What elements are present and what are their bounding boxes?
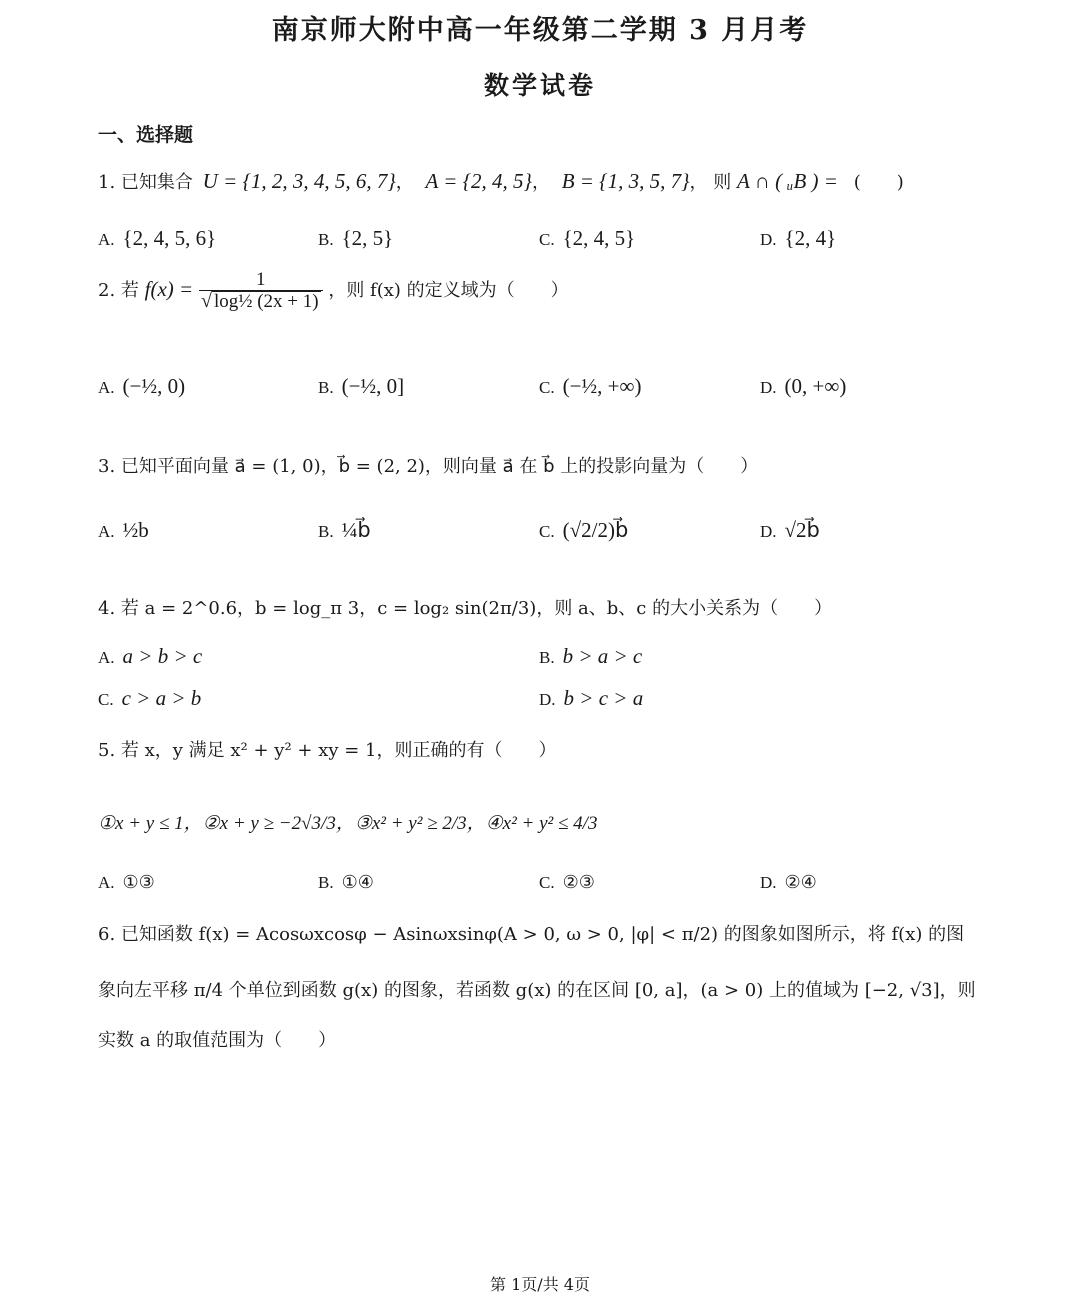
exam-subtitle: 数学试卷: [483, 71, 596, 100]
question-text: 若 x，y 满足 x² + y² + xy = 1，则正确的有（ ）: [120, 740, 557, 761]
set-u: U = {1, 2, 3, 4, 5, 6, 7}: [202, 169, 396, 193]
question-text: 已知平面向量 a⃗ = (1, 0)，b⃗ = (2, 2)，则向量 a⃗ 在 b⃗ 上的投影向量为（ ）: [120, 456, 759, 477]
option-b: B. ①④: [318, 872, 374, 893]
question-6-line-3: 实数 a 的取值范围为（ ）: [98, 1030, 337, 1051]
question-2-stem: [98, 270, 569, 312]
question-text: 若 a = 2^0.6，b = log_π 3，c = log₂ sin(2π/3)，则 a、b、c 的大小关系为（ ）: [120, 598, 833, 619]
question-6-line-2: 象向左平移 π/4 个单位到函数 g(x) 的图象，若函数 g(x) 的在区间 [0, a]，(a > 0) 上的值域为 [−2, √3]，则: [98, 980, 976, 1001]
question-number: 5.: [98, 740, 116, 761]
question-number: 3.: [98, 456, 116, 477]
option-d: D. √2b⃗: [760, 518, 820, 542]
option-c: C. (√2/2)b⃗: [539, 518, 629, 542]
option-d: D. ②④: [760, 872, 817, 893]
option-c: C. (−½, +∞): [539, 374, 642, 398]
question-text: 则: [713, 172, 732, 193]
question-number: 2.: [98, 279, 116, 301]
function-name: f(x) =: [144, 276, 194, 301]
set-a: A = {2, 4, 5}: [425, 169, 532, 193]
fraction-denominator: log½ (2x + 1): [213, 290, 319, 312]
option-a: A. (−½, 0): [98, 374, 186, 398]
option-c: C. ②③: [539, 872, 595, 893]
option-b: B. b > a > c: [539, 644, 643, 668]
question-text: ，则 f(x) 的定义域为（ ）: [328, 279, 569, 301]
question-text: 已知函数 f(x) = Acosωxcosφ − Asinωxsinφ(A > 0, ω > 0, |φ| < π/2) 的图象如图所示，将 f(x) 的图: [120, 924, 965, 945]
question-1-stem: 1. 已知集合 U = {1, 2, 3, 4, 5, 6, 7}， A = {2, 4, 5}， B = {1, 3, 5, 7}， 则 A ∩ ( ᵤB ) = ( ): [98, 169, 904, 193]
option-d: D. b > c > a: [539, 686, 644, 710]
option-b: B. (−½, 0]: [318, 374, 405, 398]
option-a: A. a > b > c: [98, 644, 203, 668]
question-number: 4.: [98, 598, 116, 619]
fraction-numerator: 1: [256, 269, 266, 290]
fraction: $\frac{1}{\text{√ log½ (2x + 1)}}$: [199, 270, 323, 312]
question-3-stem: [98, 452, 758, 478]
option-a: A. ①③: [98, 872, 155, 893]
question-expression: A ∩ ( ᵤB ) =: [736, 169, 838, 193]
option-b: B. {2, 5}: [318, 226, 394, 250]
option-d: D. (0, +∞): [760, 374, 847, 398]
exam-title: 南京师大附中高一年级第二学期 3 月月考: [271, 15, 809, 46]
set-b: B = {1, 3, 5, 7}: [561, 169, 690, 193]
question-number: 6.: [98, 924, 116, 945]
question-number: 1.: [98, 172, 116, 193]
section-heading: 一、选择题: [98, 124, 194, 146]
option-c: C. c > a > b: [98, 686, 202, 710]
question-4-stem: [98, 594, 832, 620]
option-b: B. ¼b⃗: [318, 518, 371, 542]
option-c: C. {2, 4, 5}: [539, 226, 636, 250]
option-a: A. {2, 4, 5, 6}: [98, 226, 217, 250]
page-footer: 第 1页/共 4页: [490, 1275, 590, 1294]
statements: ①x + y ≤ 1，②x + y ≥ −2√3/3，③x² + y² ≥ 2/3，④x² + y² ≤ 4/3: [98, 813, 598, 834]
answer-paren: ( ): [853, 172, 904, 193]
question-5-stem: [98, 736, 557, 762]
question-text: 已知集合: [120, 172, 193, 193]
question-6-line-1: [98, 920, 988, 946]
option-d: D. {2, 4}: [760, 226, 837, 250]
option-a: A. ½b: [98, 518, 149, 542]
question-text: 若: [120, 279, 139, 301]
question-5-statements: [98, 808, 597, 835]
